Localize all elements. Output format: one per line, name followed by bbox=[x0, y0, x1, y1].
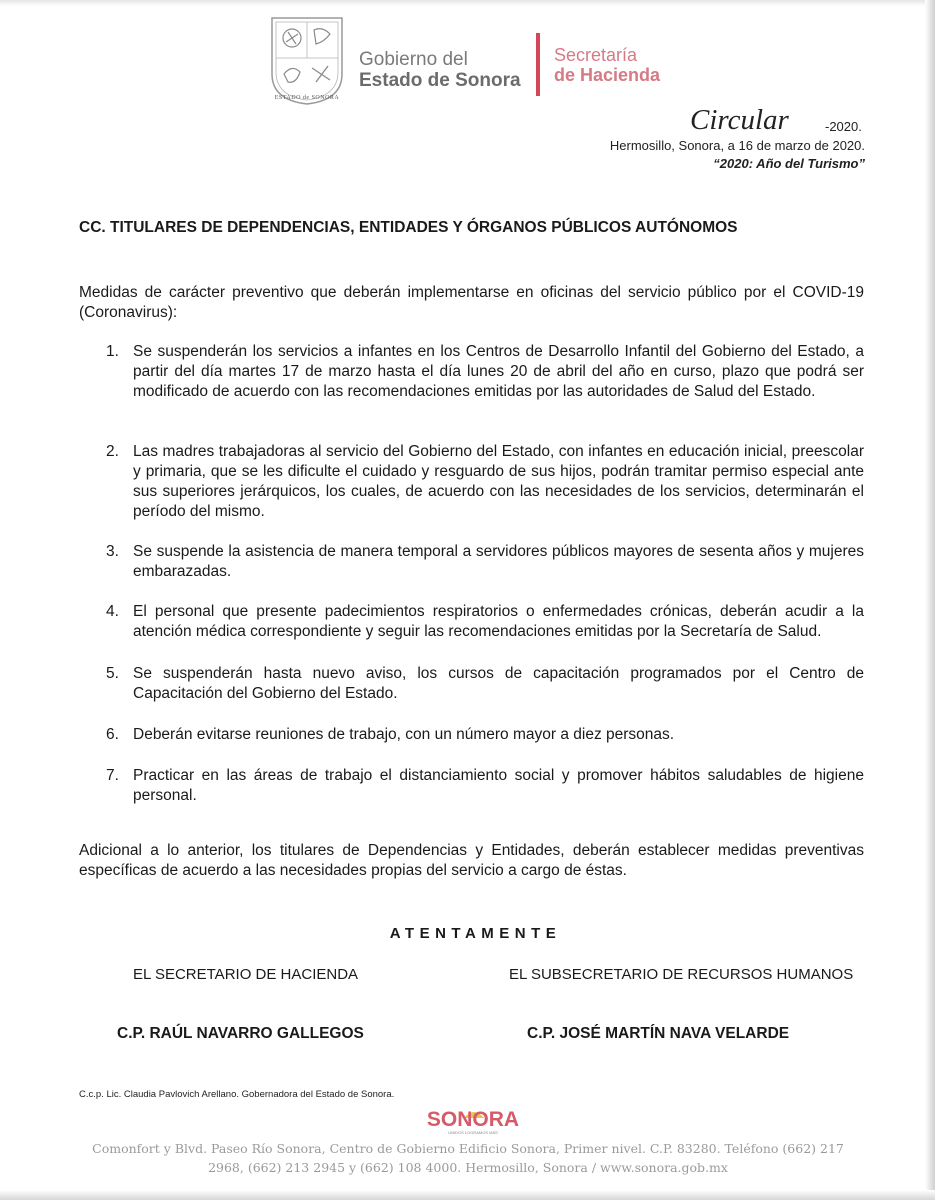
item-text: Se suspende la asistencia de manera temporal a servidores públicos mayores de sesenta años y mujeres embarazadas. bbox=[133, 543, 864, 580]
left-signer-position: EL SECRETARIO DE HACIENDA bbox=[133, 966, 359, 983]
secretariat-line-1: Secretaría bbox=[554, 45, 638, 65]
government-line-1: Gobierno del bbox=[359, 49, 468, 70]
header-divider bbox=[536, 33, 540, 96]
state-crest-logo bbox=[268, 14, 346, 106]
page-shadow-right bbox=[925, 0, 935, 1200]
document-number: -2020. bbox=[825, 119, 862, 134]
secretariat-line-2: de Hacienda bbox=[554, 65, 661, 85]
item-text: Se suspenderán los servicios a infantes en los Centros de Desarrollo Infantil del Gobierno del Estado, a partir del día martes 17 de marzo hasta el día lunes 20 de abril del año en curso, plazo que podrá ser modificado de acuerdo con las recomendaciones emitidas por las autoridades de Salud del Estado. bbox=[133, 343, 864, 400]
item-text: Practicar en las áreas de trabajo el distanciamiento social y promover hábitos saludables de higiene personal. bbox=[133, 767, 864, 804]
right-signer-position: EL SUBSECRETARIO DE RECURSOS HUMANOS bbox=[509, 966, 854, 983]
crest-caption: ESTADO de SONORA bbox=[274, 95, 340, 101]
address-line-1: Comonfort y Blvd. Paseo Río Sonora, Centro de Gobierno Edificio Sonora, Primer nivel. C.P. 83280. Teléfono (662) 217 bbox=[92, 1141, 844, 1156]
sonora-logo bbox=[418, 1104, 528, 1136]
item-number: 1. bbox=[106, 343, 119, 360]
place-date: Hermosillo, Sonora, a 16 de marzo de 2020. bbox=[609, 138, 865, 153]
item-text: El personal que presente padecimientos respiratorios o enfermedades crónicas, deberán acudir a la atención médica correspondiente y seguir las recomendaciones emitidas por la Secretaría de Salud. bbox=[133, 603, 864, 640]
left-signer-name: C.P. RAÚL NAVARRO GALLEGOS bbox=[117, 1025, 364, 1042]
item-number: 3. bbox=[106, 543, 119, 560]
item-number: 5. bbox=[106, 665, 119, 682]
sonora-logo-tagline: UNIDOS LOGRAMOS MÁS bbox=[448, 1130, 498, 1135]
right-signer-name: C.P. JOSÉ MARTÍN NAVA VELARDE bbox=[527, 1025, 790, 1042]
item-number: 7. bbox=[106, 767, 119, 784]
item-number: 2. bbox=[106, 443, 119, 460]
intro-paragraph: Medidas de carácter preventivo que deberán implementarse en oficinas del servicio público por el COVID-19 (Coronavirus): bbox=[79, 284, 864, 321]
sonora-logo-wordmark: SONORA bbox=[426, 1108, 520, 1131]
government-name bbox=[359, 49, 521, 91]
footer-address bbox=[68, 1139, 868, 1177]
item-text: Se suspenderán hasta nuevo aviso, los cursos de capacitación programados por el Centro de Capacitación del Gobierno del Estado. bbox=[133, 665, 864, 702]
closing-paragraph: Adicional a lo anterior, los titulares de Dependencias y Entidades, deberán establecer medidas preventivas específicas de acuerdo a las necesidades propias del servicio a cargo de éstas. bbox=[79, 842, 864, 879]
item-number: 6. bbox=[106, 726, 119, 743]
item-text: Las madres trabajadoras al servicio del Gobierno del Estado, con infantes en educación inicial, preescolar y primaria, que se les dificulte el cuidado y resguardo de sus hijos, podrán tramitar permiso especial ante sus superiores jerárquicos, los cuales, de acuerdo con las necesidades de los servicios, determinarán el período del mismo. bbox=[133, 443, 864, 520]
government-line-2: Estado de Sonora bbox=[359, 70, 521, 91]
page-shadow-top bbox=[0, 0, 935, 6]
page-shadow-bottom bbox=[0, 1190, 935, 1200]
item-text: Deberán evitarse reuniones de trabajo, con un número mayor a diez personas. bbox=[133, 726, 675, 743]
item-number: 4. bbox=[106, 603, 119, 620]
address-line-2: 2968, (662) 213 2945 y (662) 108 4000. Hermosillo, Sonora / www.sonora.gob.mx bbox=[208, 1160, 728, 1175]
carbon-copy-note: C.c.p. Lic. Claudia Pavlovich Arellano. Gobernadora del Estado de Sonora. bbox=[79, 1089, 395, 1100]
salutation: ATENTAMENTE bbox=[389, 925, 562, 942]
recipient-line: CC. TITULARES DE DEPENDENCIAS, ENTIDADES Y ÓRGANOS PÚBLICOS AUTÓNOMOS bbox=[79, 219, 738, 236]
secretariat-name bbox=[554, 45, 660, 85]
document-type: Circular bbox=[690, 104, 789, 136]
year-motto: “2020: Año del Turismo” bbox=[713, 156, 865, 171]
